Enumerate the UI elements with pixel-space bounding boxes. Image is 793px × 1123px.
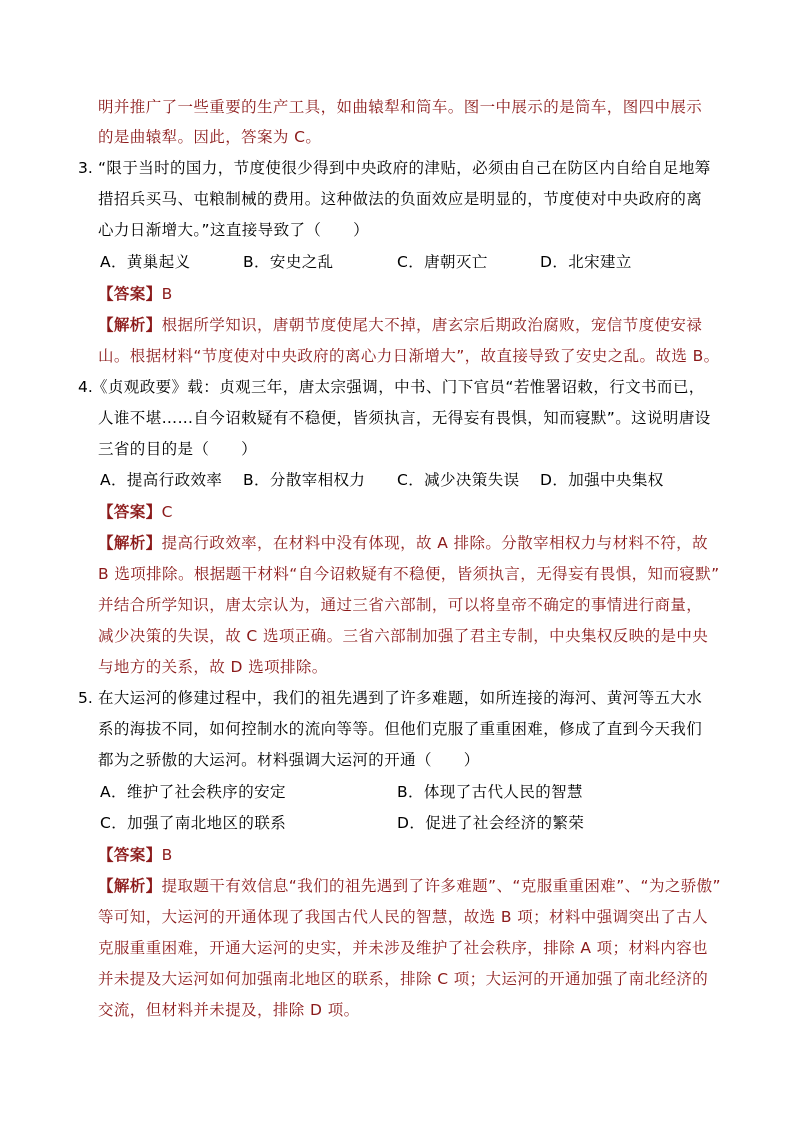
q5-stem-line-1: 在大运河的修建过程中，我们的祖先遇到了许多难题，如所连接的海河、黄河等五大水 [98, 689, 703, 707]
q3-option-a: A．黄巢起义 [100, 253, 191, 271]
q4-option-b: B．分散宰相权力 [243, 471, 366, 489]
intro-line-1: 明并推广了一些重要的生产工具，如曲辕犁和筒车。图一中展示的是筒车，图四中展示 [98, 98, 703, 116]
q4-analysis-line-2: B 选项排除。根据题干材料“自今诏敕疑有不稳便，皆须执言，无得妄有畏惧，知而寝默” [98, 565, 720, 583]
q3-option-c: C．唐朝灭亡 [397, 253, 488, 271]
q4-answer [98, 502, 173, 522]
q5-analysis-line-5: 交流，但材料并未提及，排除 D 项。 [98, 1001, 360, 1019]
q3-answer-value: B [161, 285, 173, 303]
q5-analysis-text-1: 提取题干有效信息“我们的祖先遇到了许多难题”、“克服重重困难”、“为之骄傲” [161, 877, 721, 895]
q3-analysis-tag: 【解析】 [98, 316, 162, 334]
q4-stem-line-2: 人谁不堪……自今诏敕疑有不稳便，皆须执言，无得妄有畏惧，知而寝默”。这说明唐设 [98, 409, 711, 427]
q5-option-c: C．加强了南北地区的联系 [100, 814, 287, 832]
q4-number: 4. [78, 378, 93, 396]
q4-stem-line-3: 三省的目的是（ ） [98, 440, 258, 458]
q3-answer [98, 284, 173, 304]
q5-option-a: A．维护了社会秩序的安定 [100, 783, 286, 801]
q5-answer-tag: 【答案】 [98, 846, 162, 864]
q5-answer-value: B [161, 846, 173, 864]
q5-option-d: D．促进了社会经济的繁荣 [397, 814, 585, 832]
q5-analysis-tag: 【解析】 [98, 877, 162, 895]
q4-stem-line-1: 《贞观政要》载：贞观三年，唐太宗强调，中书、门下官员“若惟署诏敕，行文书而已， [92, 378, 705, 396]
q4-option-d: D．加强中央集权 [540, 471, 664, 489]
q5-option-b: B．体现了古代人民的智慧 [397, 783, 583, 801]
q3-option-b: B．安史之乱 [243, 253, 334, 271]
q3-analysis-line-2: 山。根据材料“节度使对中央政府的离心力日渐增大”，故直接导致了安史之乱。故选 B。 [98, 347, 720, 365]
q5-analysis-line-1 [98, 876, 721, 896]
q3-answer-tag: 【答案】 [98, 285, 162, 303]
q4-option-a: A．提高行政效率 [100, 471, 223, 489]
q3-stem-line-1: “限于当时的国力，节度使很少得到中央政府的津贴，必须由自己在防区内自给自足地筹 [98, 159, 711, 177]
q4-answer-tag: 【答案】 [98, 503, 162, 521]
q4-analysis-line-4: 减少决策的失误，故 C 选项正确。三省六部制加强了君主专制，中央集权反映的是中央 [98, 627, 709, 645]
q4-analysis-tag: 【解析】 [98, 534, 162, 552]
q3-number: 3. [78, 159, 93, 177]
q5-analysis-line-2: 等可知，大运河的开通体现了我国古代人民的智慧，故选 B 项；材料中强调突出了古人 [98, 908, 708, 926]
q5-analysis-line-4: 并未提及大运河如何加强南北地区的联系，排除 C 项；大运河的开通加强了南北经济的 [98, 970, 709, 988]
q5-answer [98, 845, 173, 865]
intro-line-2: 的是曲辕犁。因此，答案为 C。 [98, 128, 322, 146]
q3-option-d: D．北宋建立 [540, 253, 632, 271]
q3-stem-line-2: 措招兵买马、屯粮制械的费用。这种做法的负面效应是明显的，节度使对中央政府的离 [98, 190, 703, 208]
q3-stem-line-3: 心力日渐增大。”这直接导致了（ ） [98, 221, 369, 239]
q5-number: 5. [78, 689, 93, 707]
q4-analysis-line-5: 与地方的关系，故 D 选项排除。 [98, 658, 328, 676]
q3-analysis-text-1: 根据所学知识，唐朝节度使尾大不掉，唐玄宗后期政治腐败，宠信节度使安禄 [161, 316, 703, 334]
q3-analysis-line-1 [98, 315, 702, 335]
q5-stem-line-3: 都为之骄傲的大运河。材料强调大运河的开通（ ） [98, 751, 480, 769]
q4-analysis-line-1 [98, 533, 708, 553]
q4-analysis-text-1: 提高行政效率，在材料中没有体现，故 A 排除。分散宰相权力与材料不符，故 [161, 534, 708, 552]
q4-answer-value: C [161, 503, 173, 521]
q5-stem-line-2: 系的海拔不同，如何控制水的流向等等。但他们克服了重重困难，修成了直到今天我们 [98, 720, 703, 738]
q4-option-c: C．减少决策失误 [397, 471, 520, 489]
q4-analysis-line-3: 并结合所学知识，唐太宗认为，通过三省六部制，可以将皇帝不确定的事情进行商量， [98, 596, 703, 614]
q5-analysis-line-3: 克服重重困难，开通大运河的史实，并未涉及维护了社会秩序，排除 A 项；材料内容也 [98, 939, 708, 957]
